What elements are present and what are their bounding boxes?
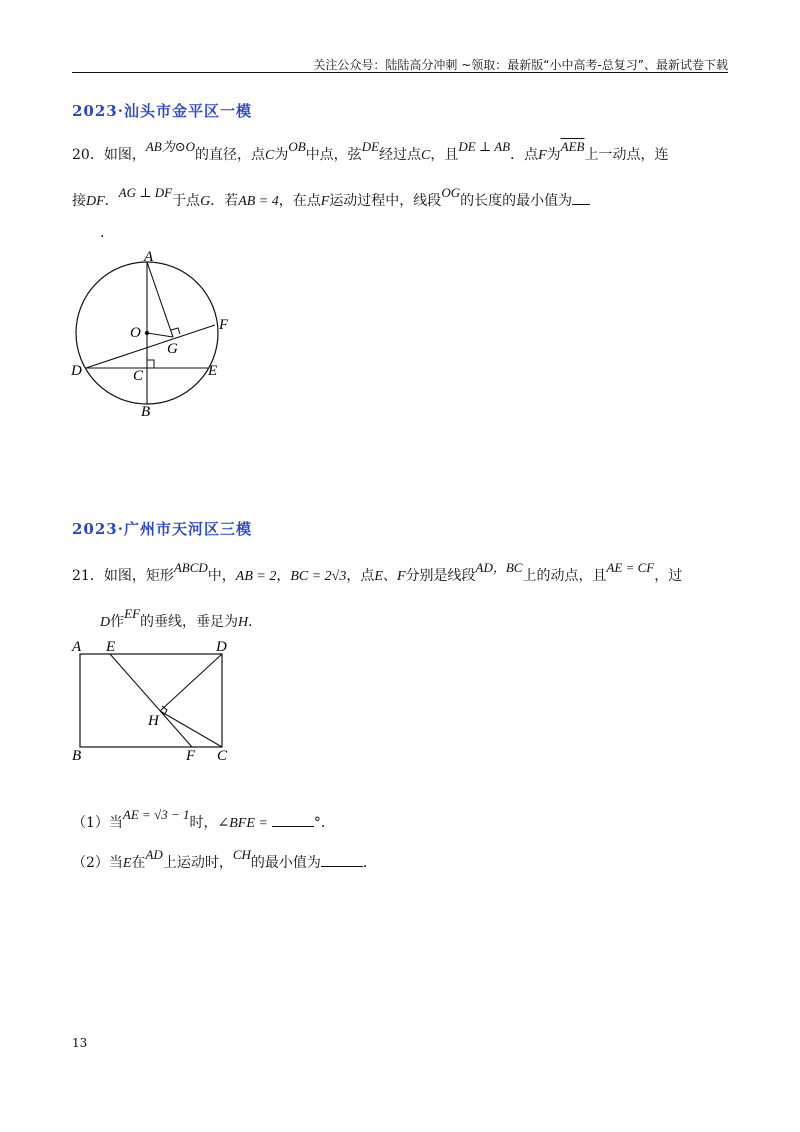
segment-ef bbox=[110, 654, 192, 747]
right-angle-g bbox=[171, 328, 180, 334]
answer-blank-20[interactable] bbox=[572, 204, 590, 205]
problem-21-line-2: D作EF的垂线，垂足为H． bbox=[100, 606, 263, 630]
label-c: C bbox=[133, 368, 144, 384]
page-number: 13 bbox=[72, 1036, 88, 1050]
problem-20-figure bbox=[66, 248, 246, 423]
arc-aeb: $\overline{AEB}$ bbox=[560, 139, 585, 154]
answer-blank-21-2[interactable] bbox=[321, 866, 363, 867]
segment-hc bbox=[160, 711, 222, 747]
header-rule bbox=[72, 72, 728, 73]
label-a: A bbox=[72, 639, 82, 655]
problem-20-line-1: 20．如图，AB为⊙O的直径，点C为OB中点，弦DE经过点C，且DE ⊥ AB．点F为$\overline{AEB}$上一动点，连 bbox=[72, 139, 669, 163]
right-angle-c bbox=[147, 360, 154, 368]
problem-20-source: 2023·汕头市金平区一模 bbox=[72, 102, 252, 120]
label-c: C bbox=[217, 748, 228, 764]
label-b: B bbox=[141, 404, 151, 420]
segment-og bbox=[147, 333, 173, 337]
problem-20-line-2: 接DF．AG ⊥ DF于点G．若AB = 4，在点F运动过程中，线段OG的长度的最小值为 bbox=[72, 190, 728, 210]
label-e: E bbox=[208, 363, 218, 379]
problem-21-line-1: 21．如图，矩形ABCD中，AB = 2，BC = 2√3，点E、F分别是线段AD，BC上的动点，且AE = CF，过 bbox=[72, 560, 683, 584]
label-d: D bbox=[71, 363, 82, 379]
label-b: B bbox=[72, 748, 82, 764]
label-d: D bbox=[216, 639, 227, 655]
header-text: 关注公众号：陆陆高分冲刺 ~领取：最新版“小中高考-总复习”、最新试卷下载 bbox=[313, 58, 728, 72]
question-21-2: （2）当E在AD上运动时，CH的最小值为 ． bbox=[72, 847, 377, 871]
label-g: G bbox=[167, 341, 178, 357]
segment-dh bbox=[160, 654, 222, 711]
answer-blank-21-1[interactable] bbox=[272, 826, 314, 827]
segment-df bbox=[86, 325, 215, 368]
problem-21-figure bbox=[66, 636, 246, 766]
problem-21-source: 2023·广州市天河区三模 bbox=[72, 520, 252, 538]
center-point-o bbox=[145, 331, 149, 335]
segment-ag bbox=[147, 262, 173, 337]
label-e: E bbox=[106, 639, 116, 655]
label-h: H bbox=[148, 713, 159, 729]
label-a: A bbox=[144, 249, 154, 265]
label-f: F bbox=[219, 317, 229, 333]
problem-20-tail: ． bbox=[100, 225, 114, 241]
label-o: O bbox=[130, 325, 141, 341]
label-f: F bbox=[186, 748, 196, 764]
question-21-1: （1）当AE = √3 − 1时，∠BFE = °． bbox=[72, 807, 335, 831]
